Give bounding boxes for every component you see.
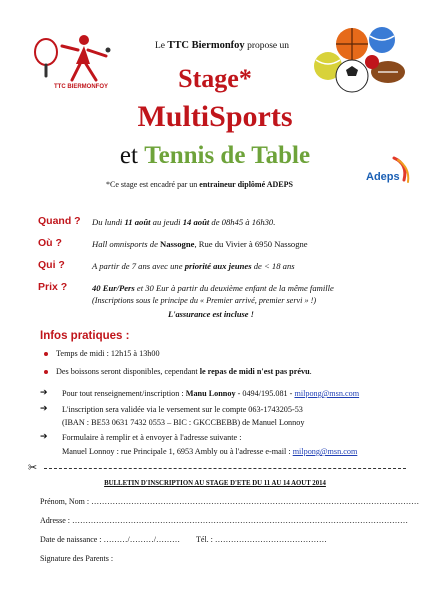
phone-field[interactable]: Tél. : ……………………………………: [196, 535, 327, 544]
intro-text: Le TTC Biermonfoy propose un: [154, 40, 290, 51]
coach-note: *Ce stage est encadré par un entraineur diplômé ADEPS: [106, 180, 293, 189]
adeps-logo: [364, 156, 416, 190]
quand-label: Quand ?: [38, 215, 81, 227]
arrow-right-icon: ➔: [40, 388, 48, 398]
prix-value: 40 Eur/Pers et 30 Eur à partir du deuxième enfant de la même famille: [92, 283, 334, 293]
qui-value: A partir de 7 ans avec une priorité aux jeunes de < 18 ans: [92, 261, 295, 271]
scissors-icon: ✂: [28, 461, 38, 474]
prix-inscription-note: (Inscriptions sous le principe du « Premier arrivé, premier servi » !): [92, 296, 317, 305]
ou-label: Où ?: [38, 237, 62, 249]
assurance-note: L'assurance est incluse !: [168, 310, 254, 319]
name-field[interactable]: Prénom, Nom : ……………………………………………………………………………………………………………: [40, 497, 420, 506]
bullet-temps-de-midi: Temps de midi : 12h15 à 13h00: [56, 349, 160, 358]
title-multisports: MultiSports: [137, 100, 293, 133]
adeps-logo-text: Adeps: [366, 171, 400, 183]
bullet-icon: [44, 352, 48, 356]
form-email-link[interactable]: milpong@msn.com: [292, 447, 358, 456]
bullet-icon: [44, 370, 48, 374]
title-stage: Stage*: [178, 64, 252, 93]
prix-label: Prix ?: [38, 281, 68, 293]
birth-date-field[interactable]: Date de naissance : ………/………/………: [40, 535, 180, 544]
infos-pratiques-title: Infos pratiques :: [40, 330, 130, 342]
form-instruction-line-2: Manuel Lonnoy : rue Principale 1, 6953 Ambly ou à l'adresse e-mail : milpong@msn.com: [62, 447, 358, 456]
arrow-right-icon: ➔: [40, 404, 48, 414]
bullet-boissons: Des boissons seront disponibles, cependant le repas de midi n'est pas prévu.: [56, 367, 312, 376]
qui-label: Qui ?: [38, 259, 65, 271]
form-title: BULLETIN D'INSCRIPTION AU STAGE D'ETE DU 11 AU 14 AOUT 2014: [104, 480, 326, 487]
address-field[interactable]: Adresse : ………………………………………………………………………………………………………………: [40, 516, 408, 525]
club-name: TTC Biermonfoy: [167, 40, 245, 51]
contact-line: Pour tout renseignement/inscription : Manu Lonnoy - 0494/195.081 - milpong@msn.com: [62, 389, 360, 398]
contact-email-link[interactable]: milpong@msn.com: [294, 389, 360, 398]
signature-field[interactable]: Signature des Parents :: [40, 554, 114, 563]
ou-value: Hall omnisports de Nassogne, Rue du Vivier à 6950 Nassogne: [92, 239, 308, 249]
title-tennis-de-table: et Tennis de Table: [119, 142, 311, 169]
arrow-right-icon: ➔: [40, 432, 48, 442]
quand-value: Du lundi 11 août au jeudi 14 août de 08h45 à 16h30.: [92, 217, 276, 227]
cut-line: [44, 468, 406, 469]
validation-line-2: (IBAN : BE53 0631 7432 0553 – BIC : GKCCBEBB) de Manuel Lonnoy: [62, 418, 305, 427]
logo-caption: TTC BIERMONFOY: [54, 84, 108, 90]
form-instruction-line-1: Formulaire à remplir et à envoyer à l'adresse suivante :: [62, 433, 242, 442]
validation-line-1: L'inscription sera validée via le versement sur le compte 063-1743205-53: [62, 405, 303, 414]
